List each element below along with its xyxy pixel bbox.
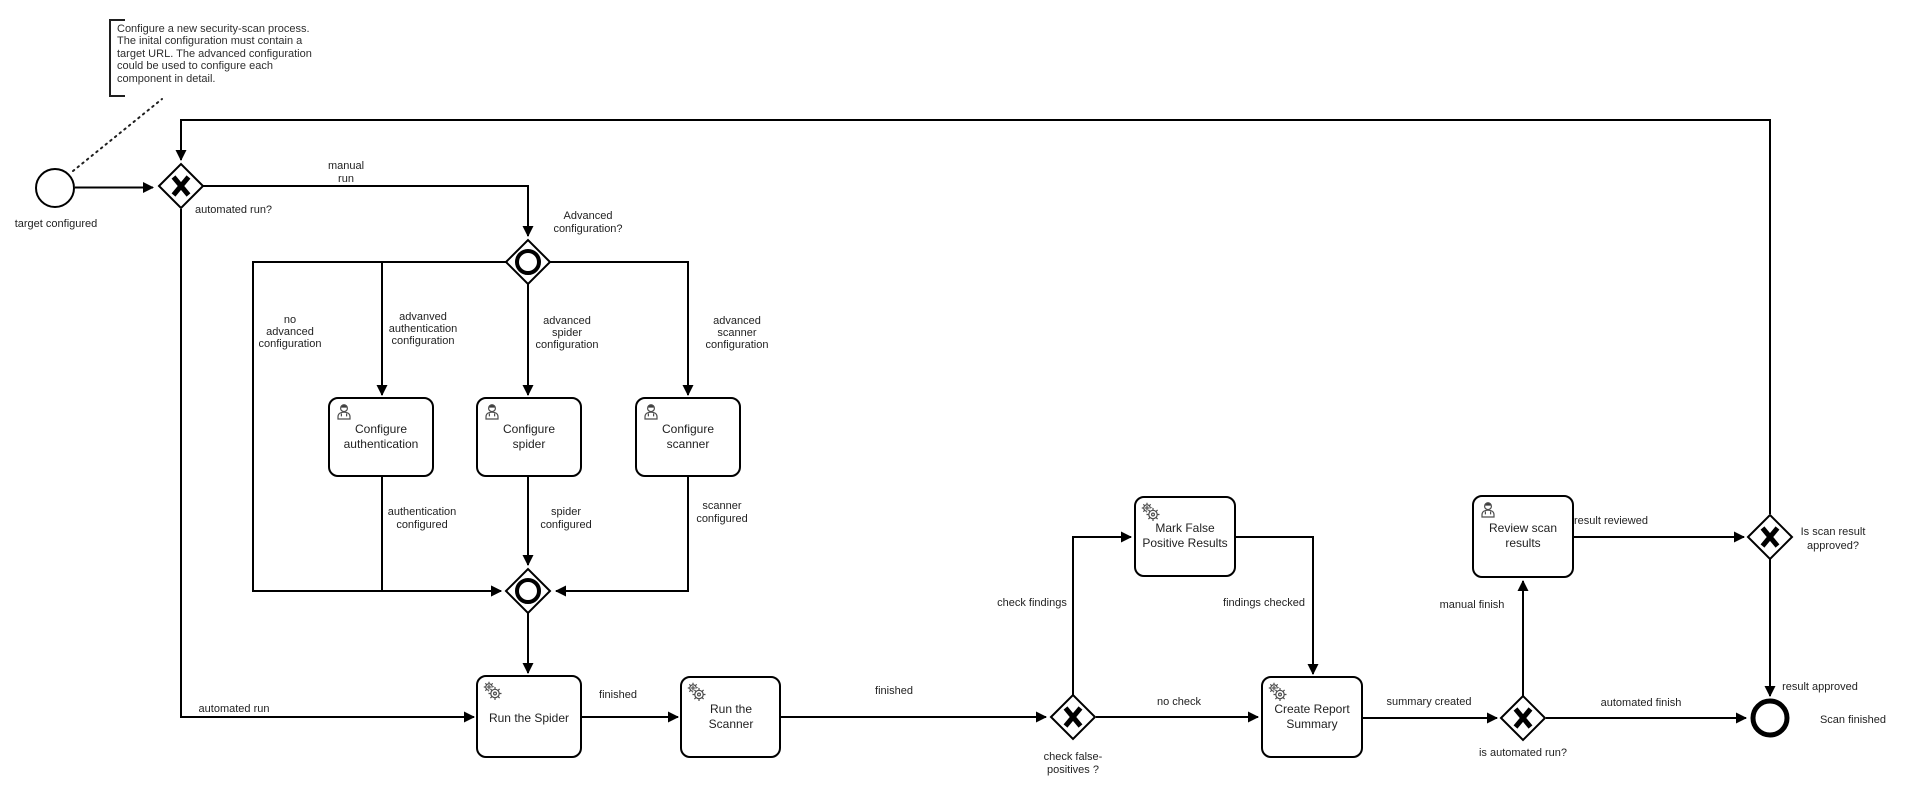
start-event-label: target configured: [14, 218, 98, 230]
task-review-scan-results[interactable]: [1473, 496, 1573, 577]
flow-labels: [199, 160, 1858, 715]
sequence-flows: [73, 99, 1770, 718]
start-event[interactable]: [15, 169, 98, 230]
flow-label-scanner-configured: scanner: [702, 500, 742, 512]
annotation-line: Configure a new security-scan process.: [117, 23, 310, 35]
flow-label-finished: finished: [875, 685, 913, 697]
gateway-is-scan-result-approved[interactable]: [1748, 515, 1865, 559]
task-label: scanner: [666, 437, 710, 451]
task-label: Configure: [661, 422, 715, 436]
gateway-label: positives ?: [1047, 764, 1099, 776]
flow-label-advanced-authentication: authentication: [388, 323, 458, 335]
gateway-label: check false-: [1043, 751, 1103, 763]
task-label: Mark False: [1155, 521, 1215, 535]
task-label: Positive Results: [1142, 536, 1228, 550]
task-create-report-summary[interactable]: [1262, 677, 1362, 757]
flow-label-advanced-scanner: configuration: [705, 339, 769, 351]
flow-label-advanced-authentication: advanved: [399, 311, 447, 323]
task-label: Summary: [1286, 717, 1338, 731]
gateway-label: is automated run?: [1478, 747, 1568, 759]
flow-label-advanced-spider: spider: [552, 327, 582, 339]
task-label: results: [1505, 536, 1541, 550]
gateway-is-automated-run[interactable]: [1479, 696, 1567, 759]
gateway-configuration-join[interactable]: [506, 569, 550, 613]
annotation-line: The inital configuration must contain a: [117, 35, 303, 47]
flow-label-authentication-configured: configured: [396, 519, 448, 531]
flow-label-result-approved: result approved: [1782, 681, 1858, 693]
flow-label-spider-configured: configured: [540, 519, 592, 531]
flow-label-spider-configured: spider: [551, 506, 581, 518]
task-label: Run the: [709, 702, 753, 716]
task-label: authentication: [343, 437, 419, 451]
task-label: spider: [512, 437, 546, 451]
gateway-label: Is scan result: [1800, 526, 1866, 538]
gateway-label: configuration?: [553, 223, 623, 235]
flow-label-manual-run: manual: [327, 160, 365, 172]
task-label: Configure: [354, 422, 408, 436]
flow-label-finished: finished: [599, 689, 637, 701]
task-run-the-scanner[interactable]: [681, 677, 780, 757]
flow-authentication-configured: [382, 476, 501, 591]
flow-label-advanced-spider: configuration: [535, 339, 599, 351]
flow-label-advanced-scanner: scanner: [717, 327, 757, 339]
flow-label-summary-created: summary created: [1386, 696, 1472, 708]
gateway-label: Advanced: [563, 210, 613, 222]
gateway-check-false-positives[interactable]: [1044, 695, 1103, 776]
flow-label-advanced-scanner: advanced: [713, 315, 761, 327]
flow-label-automated-finish: automated finish: [1600, 697, 1682, 709]
annotation-line: could be used to configure each: [117, 60, 273, 72]
gateway-label: automated run?: [195, 204, 273, 216]
flow-label-no-advanced: configuration: [258, 338, 322, 350]
start-event-circle[interactable]: [36, 169, 74, 207]
gateway-advanced-configuration[interactable]: [506, 210, 623, 284]
task-configure-spider[interactable]: [477, 398, 581, 476]
task-configure-scanner[interactable]: [636, 398, 740, 476]
flow-label-authentication-configured: authentication: [387, 506, 457, 518]
gateway-automated-run[interactable]: [159, 164, 272, 216]
text-annotation[interactable]: [110, 20, 312, 96]
flow-label-no-check: no check: [1156, 696, 1202, 708]
flow-label-advanced-authentication: configuration: [391, 335, 455, 347]
gateway-diamond[interactable]: [506, 569, 550, 613]
annotation-line: component in detail.: [117, 73, 216, 85]
flow-label-manual-run: run: [338, 173, 354, 185]
end-event-circle[interactable]: [1753, 701, 1787, 735]
gateway-diamond[interactable]: [506, 240, 550, 284]
flow-label-advanced-spider: advanced: [543, 315, 591, 327]
task-label: Review scan: [1488, 521, 1558, 535]
annotation-line: target URL. The advanced configuration: [117, 48, 312, 60]
flow-label-result-reviewed: result reviewed: [1574, 515, 1648, 527]
task-run-the-spider[interactable]: [477, 676, 581, 757]
flow-label-manual-finish: manual finish: [1439, 599, 1505, 611]
flow-label-automated-run: automated run: [198, 703, 270, 715]
flow-label-check-findings: check findings: [997, 597, 1067, 609]
task-label: Configure: [502, 422, 556, 436]
flow-label-no-advanced: no: [283, 314, 297, 326]
gateway-label: approved?: [1807, 540, 1859, 552]
flow-check-findings: [1073, 537, 1131, 695]
flow-scanner-configured: [556, 476, 688, 591]
task-mark-false-positive-results[interactable]: [1135, 497, 1235, 576]
task-label: Create Report: [1274, 702, 1350, 716]
task-label: Scanner: [708, 717, 754, 731]
annotation-association-line: [73, 99, 162, 171]
flow-label-scanner-configured: configured: [696, 513, 748, 525]
flow-label-findings-checked: findings checked: [1223, 597, 1305, 609]
flow-label-no-advanced: advanced: [266, 326, 314, 338]
task-label: Run the Spider: [488, 711, 570, 725]
end-event-label: Scan finished: [1819, 714, 1887, 726]
end-event[interactable]: [1753, 701, 1886, 735]
task-configure-authentication[interactable]: [329, 398, 433, 476]
